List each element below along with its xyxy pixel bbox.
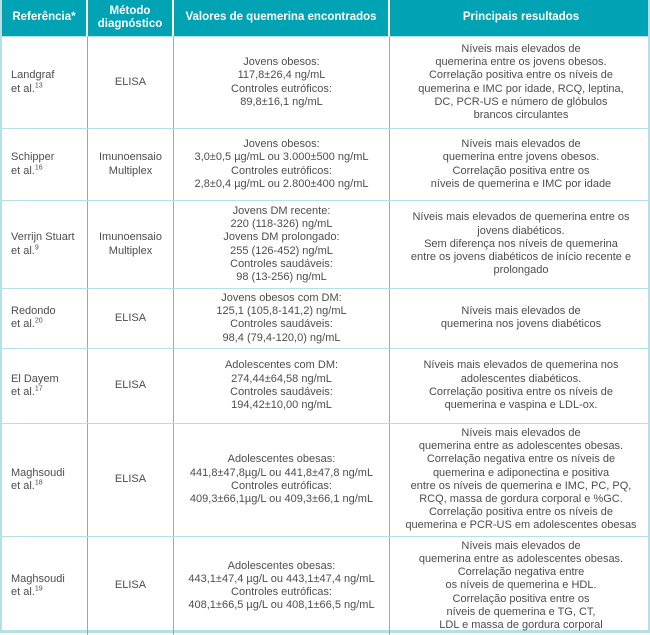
result-line: quemerina entre as adolescentes obesas.: [418, 440, 624, 453]
result-line: quemerina entre os jovens obesos.: [435, 56, 607, 69]
result-line: quemerina e IMC por idade, RCQ, leptina,: [418, 82, 624, 95]
result-line: Níveis mais elevados de: [461, 42, 581, 55]
reference-text: Landgraf et al.$^{13}$: [11, 69, 55, 95]
reference-text: Maghsoudi et al.$^{19}$: [11, 572, 65, 599]
reference-superscript: 17: [34, 385, 43, 393]
result-line: Níveis mais elevados de: [461, 427, 581, 439]
value-line: 3,0±0,5 µg/mL ou 3.000±500 ng/mL: [194, 151, 369, 164]
value-line: Adolescentes com DM:: [224, 359, 339, 372]
value-line: Jovens obesos:: [243, 138, 320, 151]
value-line: Controles saudáveis:: [230, 318, 333, 331]
table-body: [2, 36, 648, 635]
table-row: [2, 348, 648, 423]
value-line: Controles eutróficos:: [231, 164, 332, 177]
value-line: 194,42±10,00 ng/mL: [231, 399, 332, 412]
reference-superscript: 16: [34, 163, 43, 171]
result-line: quemerina nos jovens diabéticos: [440, 318, 602, 331]
value-line: Adolescentes obesas:: [227, 453, 336, 466]
value-line: Jovens obesos com DM:: [221, 292, 342, 304]
result-line: entre os jovens diabéticos de início recente e: [410, 251, 632, 264]
result-line: quemerina entre jovens obesos.: [442, 151, 600, 164]
reference-cell: [2, 349, 88, 423]
value-line: 220 (118-326) ng/mL: [230, 218, 333, 231]
reference-cell: [2, 37, 88, 128]
value-line: 274,44±64,58 ng/mL: [231, 372, 332, 385]
result-line: Níveis mais elevados de: [461, 138, 581, 151]
reference-superscript: 19: [34, 585, 43, 593]
result-line: Níveis mais elevados de: [461, 539, 581, 552]
table-row: [2, 423, 648, 536]
result-line: prolongado: [493, 264, 549, 277]
result-line: DC, PCR-US e número de glóbulos: [434, 95, 608, 108]
reference-superscript: 20: [34, 317, 43, 325]
result-line: Correlação positiva entre os níveis de: [428, 385, 614, 398]
column-header-results: Principais resultados: [462, 11, 580, 24]
value-line: Controles saudáveis:: [230, 385, 333, 398]
column-header-method: Método diagnóstico: [88, 0, 174, 36]
value-line: Controles eutróficas:: [231, 586, 332, 599]
column-header-values: Valores de quemerina encontrados: [174, 0, 390, 36]
value-line: 89,8±16,1 ng/mL: [240, 95, 323, 108]
value-line: Controles saudáveis:: [230, 257, 333, 270]
value-line: Jovens obesos:: [243, 56, 320, 69]
result-line: quemerina e adiponectina e positiva: [432, 466, 610, 479]
results-cell: [390, 37, 650, 128]
table-row: [2, 36, 648, 128]
results-cell: [390, 349, 650, 423]
values-cell: [174, 289, 390, 348]
results-cell: [390, 129, 650, 200]
method-cell: ELISA: [88, 349, 174, 423]
value-line: 443,1±47,4 µg/L ou 443,1±47,4 ng/mL: [188, 572, 375, 585]
result-line: RCQ, massa de gordura corporal e %GC.: [419, 493, 623, 506]
values-cell: [174, 129, 390, 200]
result-line: Níveis mais elevados de: [461, 305, 581, 318]
value-line: 255 (126-452) ng/mL: [230, 244, 333, 257]
result-line: jovens diabéticos.: [477, 224, 565, 237]
results-cell: [390, 289, 650, 348]
value-line: Jovens DM recente:: [232, 204, 331, 217]
reference-cell: [2, 537, 88, 635]
method-cell: Imunoensaio Multiplex: [88, 129, 174, 200]
result-line: Correlação positiva entre os: [452, 592, 590, 605]
result-line: Correlação negativa entre: [457, 566, 585, 579]
value-line: 117,8±26,4 ng/mL: [237, 69, 326, 82]
result-line: LDL e massa de gordura corporal: [439, 619, 603, 632]
reference-cell: [2, 289, 88, 348]
result-line: quemerina e vaspina e LDL-ox.: [444, 399, 598, 412]
value-line: 441,8±47,8µg/L ou 441,8±47,8 ng/mL: [189, 466, 374, 479]
reference-text: Maghsoudi et al.$^{18}$: [11, 466, 65, 492]
result-line: Sem diferença nos níveis de quemerina: [424, 237, 618, 250]
value-line: 98 (13-256) ng/mL: [236, 270, 327, 283]
values-cell: [174, 201, 390, 288]
reference-superscript: 18: [34, 479, 43, 487]
table-row: [2, 128, 648, 200]
reference-cell: [2, 201, 88, 288]
result-line: Correlação positiva entre os: [452, 164, 590, 177]
table-header-row: [2, 0, 648, 36]
reference-superscript: 13: [34, 81, 43, 89]
result-line: Níveis mais elevados de quemerina nos: [423, 359, 619, 372]
result-line: os níveis de quemerina e HDL.: [445, 579, 597, 592]
method-cell: ELISA: [88, 289, 174, 348]
result-line: Correlação negativa entre os níveis de: [426, 453, 616, 466]
reference-superscript: 9: [34, 243, 39, 251]
result-line: quemerina entre as adolescentes obesas.: [418, 553, 624, 566]
reference-text: Verrijn Stuart et al.$^9$: [11, 231, 75, 257]
reference-cell: [2, 129, 88, 200]
reference-text: El Dayem et al.$^{17}$: [11, 372, 59, 398]
values-cell: [174, 37, 390, 128]
value-line: Controles eutróficas:: [231, 479, 332, 492]
value-line: 408,1±66,5 µg/L ou 408,1±66,5 ng/mL: [188, 599, 375, 612]
reference-text: Redondo et al.$^{20}$: [11, 305, 56, 331]
result-line: níveis de quemerina e TG, CT,: [446, 605, 596, 618]
table-row: [2, 288, 648, 348]
result-line: entre os níveis de quemerina e IMC, PC, PQ,: [410, 479, 632, 492]
values-cell: [174, 349, 390, 423]
results-cell: [390, 424, 650, 536]
result-line: Níveis mais elevados de quemerina entre os: [412, 211, 630, 224]
method-cell: ELISA: [88, 37, 174, 128]
value-line: Adolescentes obesas:: [227, 559, 336, 572]
method-cell: ELISA: [88, 424, 174, 536]
value-line: 2,8±0,4 µg/mL ou 2.800±400 ng/mL: [194, 177, 369, 190]
value-line: Jovens DM prolongado:: [223, 231, 340, 244]
result-line: quemerina e PCR-US em adolescentes obesas: [405, 519, 637, 532]
value-line: Controles eutróficos:: [231, 82, 332, 95]
value-line: 125,1 (105,8-141,2) ng/mL: [216, 305, 347, 318]
result-line: níveis de quemerina e IMC por idade: [430, 177, 612, 190]
results-cell: [390, 537, 650, 635]
method-cell: ELISA: [88, 537, 174, 635]
column-header-reference: Referência*: [2, 0, 88, 36]
table-row: [2, 536, 648, 635]
value-line: 409,3±66,1µg/L ou 409,3±66,1 ng/mL: [189, 493, 374, 506]
result-line: adolescentes diabéticos.: [460, 372, 582, 385]
value-line: 98,4 (79,4-120,0) ng/mL: [222, 331, 341, 344]
values-cell: [174, 424, 390, 536]
result-line: brancos circulantes: [473, 108, 569, 121]
result-line: Correlação positiva entre os níveis de: [428, 69, 614, 82]
reference-text: Schipper et al.$^{16}$: [11, 151, 55, 177]
reference-cell: [2, 424, 88, 536]
method-cell: Imunoensaio Multiplex: [88, 201, 174, 288]
values-cell: [174, 537, 390, 635]
table-row: [2, 200, 648, 288]
result-line: Correlação positiva entre os níveis de: [428, 506, 614, 519]
results-cell: [390, 201, 650, 288]
